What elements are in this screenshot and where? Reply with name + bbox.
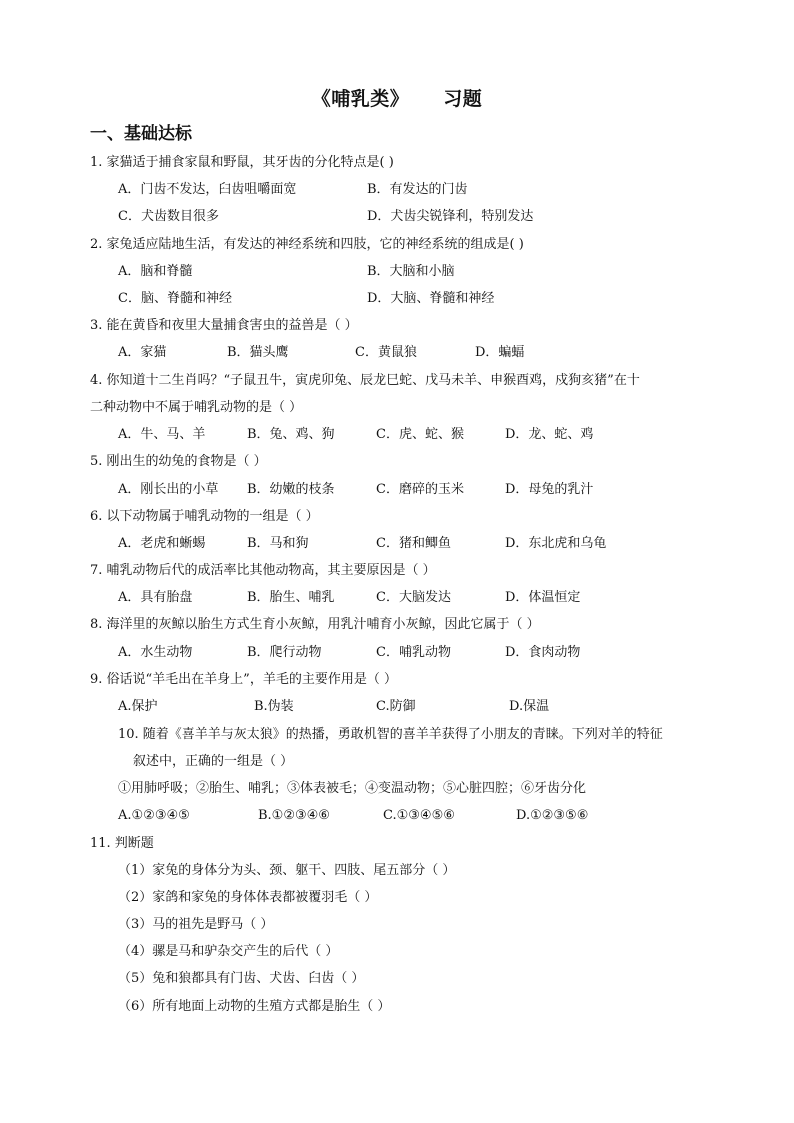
q9-option-b: B.伪装 <box>254 699 294 714</box>
q10-option-d: D.①②③⑤⑥ <box>516 808 589 823</box>
q1-option-d: D．犬齿尖锐锋利，特别发达 <box>367 209 534 224</box>
q8-option-a: A．水生动物 <box>118 645 193 660</box>
q2-option-c: C．脑、脊髓和神经 <box>118 291 232 306</box>
q4-option-d: D．龙、蛇、鸡 <box>505 427 594 442</box>
question-1: 1. 家猫适于捕食家鼠和野鼠，其牙齿的分化特点是( ) <box>90 155 394 170</box>
q7-option-d: D．体温恒定 <box>505 590 581 605</box>
question-2: 2. 家兔适应陆地生活，有发达的神经系统和四肢，它的神经系统的组成是( ) <box>90 237 524 252</box>
question-10-line-1: 10. 随着《喜羊羊与灰太狼》的热播，勇敢机智的喜羊羊获得了小朋友的青睐。下列对羊的特征 <box>118 727 663 742</box>
q2-option-d: D．大脑、脊髓和神经 <box>367 291 495 306</box>
q4-option-a: A．牛、马、羊 <box>118 427 206 442</box>
q5-option-d: D．母兔的乳汁 <box>505 482 594 497</box>
q5-option-c: C．磨碎的玉米 <box>376 482 464 497</box>
title-main: 《哺乳类》 <box>311 88 410 110</box>
q3-option-b: B．猫头鹰 <box>227 345 289 360</box>
q8-option-d: D．食肉动物 <box>505 645 581 660</box>
question-10-line-2: 叙述中，正确的一组是（ ） <box>133 754 294 769</box>
q10-option-b: B.①②③④⑥ <box>258 808 330 823</box>
q6-option-c: C．猪和鲫鱼 <box>376 536 451 551</box>
q8-option-c: C．哺乳动物 <box>376 645 451 660</box>
q2-option-b: B．大脑和小脑 <box>367 264 455 279</box>
q6-option-d: D．东北虎和乌龟 <box>505 536 607 551</box>
question-7: 7. 哺乳动物后代的成活率比其他动物高，其主要原因是（ ） <box>90 563 436 578</box>
question-8: 8. 海洋里的灰鲸以胎生方式生育小灰鲸，用乳汁哺育小灰鲸，因此它属于（ ） <box>90 617 540 632</box>
q9-option-a: A.保护 <box>118 699 158 714</box>
q6-option-b: B．马和狗 <box>247 536 309 551</box>
q8-option-b: B．爬行动物 <box>247 645 322 660</box>
question-3: 3. 能在黄昏和夜里大量捕食害虫的益兽是（ ） <box>90 318 358 333</box>
page-title <box>0 84 794 111</box>
section-heading: 一、基础达标 <box>90 124 192 144</box>
q3-option-a: A．家猫 <box>118 345 167 360</box>
q7-option-c: C．大脑发达 <box>376 590 451 605</box>
q10-option-a: A.①②③④⑤ <box>118 808 190 823</box>
q7-option-b: B．胎生、哺乳 <box>247 590 335 605</box>
q9-option-d: D.保温 <box>509 699 550 714</box>
question-6: 6. 以下动物属于哺乳动物的一组是（ ） <box>90 509 319 524</box>
title-sub: 习题 <box>443 88 483 110</box>
q4-option-c: C．虎、蛇、猴 <box>376 427 464 442</box>
q1-option-b: B．有发达的门齿 <box>367 182 468 197</box>
q11-statement-3: （3）马的祖先是野马（ ） <box>118 917 274 932</box>
question-10-items: ①用肺呼吸；②胎生、哺乳；③体表被毛；④变温动物；⑤心脏四腔；⑥牙齿分化 <box>118 781 587 796</box>
question-11: 11. 判断题 <box>90 836 154 851</box>
q4-option-b: B．兔、鸡、狗 <box>247 427 335 442</box>
q11-statement-4: （4）骡是马和驴杂交产生的后代（ ） <box>118 944 339 959</box>
q5-option-a: A．刚长出的小草 <box>118 482 219 497</box>
q3-option-c: C．黄鼠狼 <box>355 345 417 360</box>
question-9: 9. 俗话说“羊毛出在羊身上”，羊毛的主要作用是（ ） <box>90 672 397 687</box>
question-4-line-1: 4. 你知道十二生肖吗？“子鼠丑牛，寅虎卯兔、辰龙巳蛇、戊马未羊、申猴酉鸡，戍狗亥猪”在十 <box>90 373 640 388</box>
q11-statement-2: （2）家鸽和家兔的身体体表都被覆羽毛（ ） <box>118 890 378 905</box>
q3-option-d: D．蝙蝠 <box>475 345 525 360</box>
question-5: 5. 刚出生的幼兔的食物是（ ） <box>90 454 267 469</box>
q11-statement-6: （6）所有地面上动物的生殖方式都是胎生（ ） <box>118 999 391 1014</box>
q7-option-a: A．具有胎盘 <box>118 590 193 605</box>
q1-option-a: A．门齿不发达，臼齿咀嚼面宽 <box>118 182 297 197</box>
q1-option-c: C．犬齿数目很多 <box>118 209 219 224</box>
q2-option-a: A．脑和脊髓 <box>118 264 193 279</box>
q11-statement-1: （1）家兔的身体分为头、颈、躯干、四肢、尾五部分（ ） <box>118 863 456 878</box>
q11-statement-5: （5）兔和狼都具有门齿、犬齿、臼齿（ ） <box>118 971 365 986</box>
q10-option-c: C.①③④⑤⑥ <box>383 808 455 823</box>
question-4-line-2: 二种动物中不属于哺乳动物的是（ ） <box>90 400 303 415</box>
q6-option-a: A．老虎和蜥蜴 <box>118 536 206 551</box>
q9-option-c: C.防御 <box>376 699 416 714</box>
q5-option-b: B．幼嫩的枝条 <box>247 482 335 497</box>
